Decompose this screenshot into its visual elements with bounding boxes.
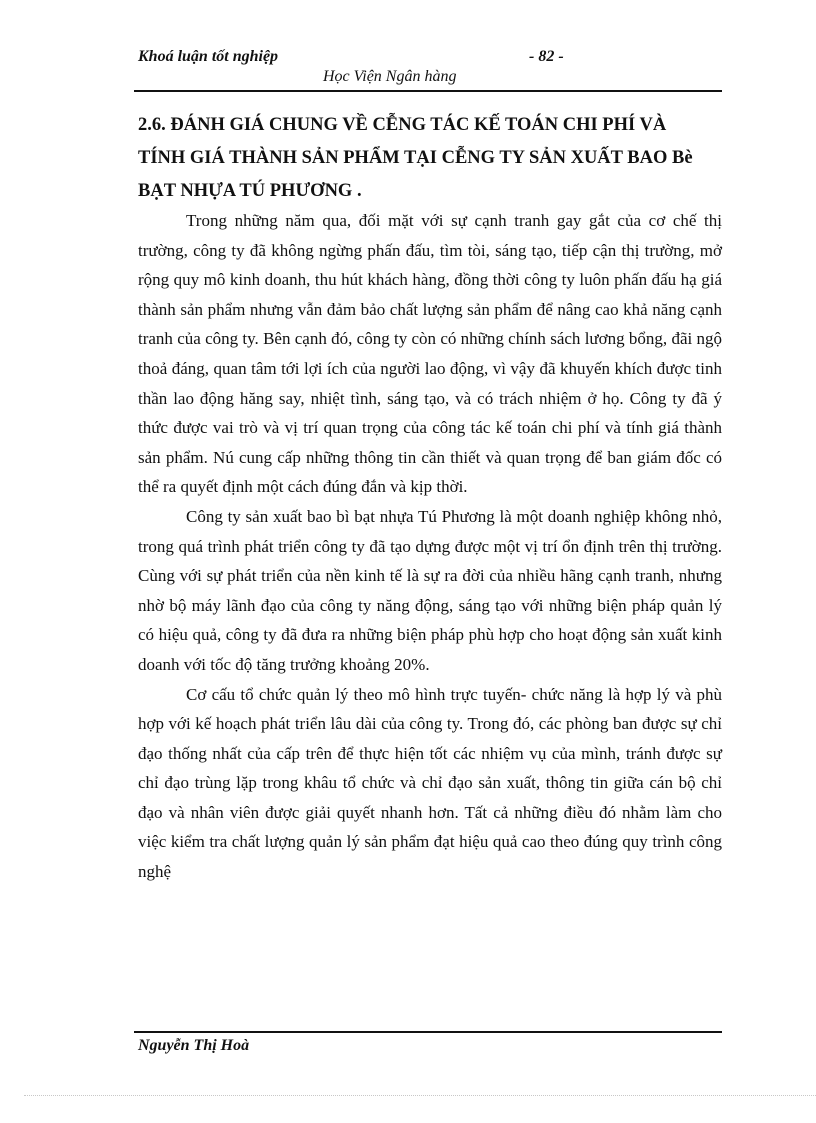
footer-author: Nguyễn Thị Hoà bbox=[138, 1037, 250, 1054]
section-heading-line: 2.6. ĐÁNH GIÁ CHUNG VỀ CỄNG TÁC KẾ TOÁN CHI PHÍ VÀ bbox=[138, 115, 667, 135]
section-heading bbox=[138, 109, 722, 208]
paragraph: Công ty sản xuất bao bì bạt nhựa Tú Phương là một doanh nghiệp không nhỏ, trong quá trình phát triển công ty đã tạo dựng được một vị trí ổn định trên thị trường. Cùng với sự phát triển của nền kinh tế là sự ra đời của nhiều hãng cạnh tranh, nhưng nhờ bộ máy lãnh đạo của công ty năng động, sáng tạo với những biện pháp quản lý có hiệu quả, công ty đã đưa ra những biện pháp phù hợp cho hoạt động sản xuất kinh doanh với tốc độ tăng trưởng khoảng 20%. bbox=[138, 506, 722, 674]
page-number: - 82 - bbox=[529, 48, 564, 65]
header-divider bbox=[134, 90, 722, 92]
section-heading-line: BẠT NHỰA TÚ PHƯƠNG . bbox=[138, 181, 362, 201]
footer-divider bbox=[134, 1031, 722, 1033]
page-edge-dotted-line bbox=[24, 1095, 816, 1096]
header-institution: Học Viện Ngân hàng bbox=[323, 68, 457, 85]
header-thesis-title: Khoá luận tốt nghiệp bbox=[138, 48, 279, 65]
paragraph: Trong những năm qua, đối mặt với sự cạnh tranh gay gắt của cơ chế thị trường, công ty đã không ngừng phấn đấu, tìm tòi, sáng tạo, tiếp cận thị trường, mở rộng quy mô kinh doanh, thu hút khách hàng, đồng thời công ty luôn phấn đấu hạ giá thành sản phẩm nhưng vẫn đảm bảo chất lượng sản phẩm để nâng cao khả năng cạnh tranh của công ty. Bên cạnh đó, công ty còn có những chính sách lương bổng, đãi ngộ thoả đáng, quan tâm tới lợi ích của người lao động, vì vậy đã khuyến khích được tinh thần lao động hăng say, nhiệt tình, sáng tạo, và có trách nhiệm ở họ. Công ty đã ý thức được vai trò và vị trí quan trọng của công tác kế toán chi phí và tính giá thành sản phẩm. Nú cung cấp những thông tin cần thiết và quan trọng để ban giám đốc có thể ra quyết định một cách đúng đắn và kịp thời. bbox=[138, 211, 722, 497]
section-heading-line: TÍNH GIÁ THÀNH SẢN PHẨM TẠI CỄNG TY SẢN XUẤT BAO Bè bbox=[138, 148, 693, 168]
paragraph: Cơ cấu tổ chức quản lý theo mô hình trực tuyến- chức năng là hợp lý và phù hợp với kế hoạch phát triển lâu dài của công ty. Trong đó, các phòng ban được sự chỉ đạo thống nhất của cấp trên để thực hiện tốt các nhiệm vụ của mình, tránh được sự chỉ đạo trùng lặp trong khâu tổ chức và chỉ đạo sản xuất, thông tin giữa cán bộ chỉ đạo và nhân viên được giải quyết nhanh hơn. Tất cả những điều đó nhằm làm cho việc kiểm tra chất lượng quản lý sản phẩm đạt hiệu quả cao theo đúng quy trình công nghệ bbox=[138, 684, 722, 882]
body-text bbox=[138, 206, 722, 887]
